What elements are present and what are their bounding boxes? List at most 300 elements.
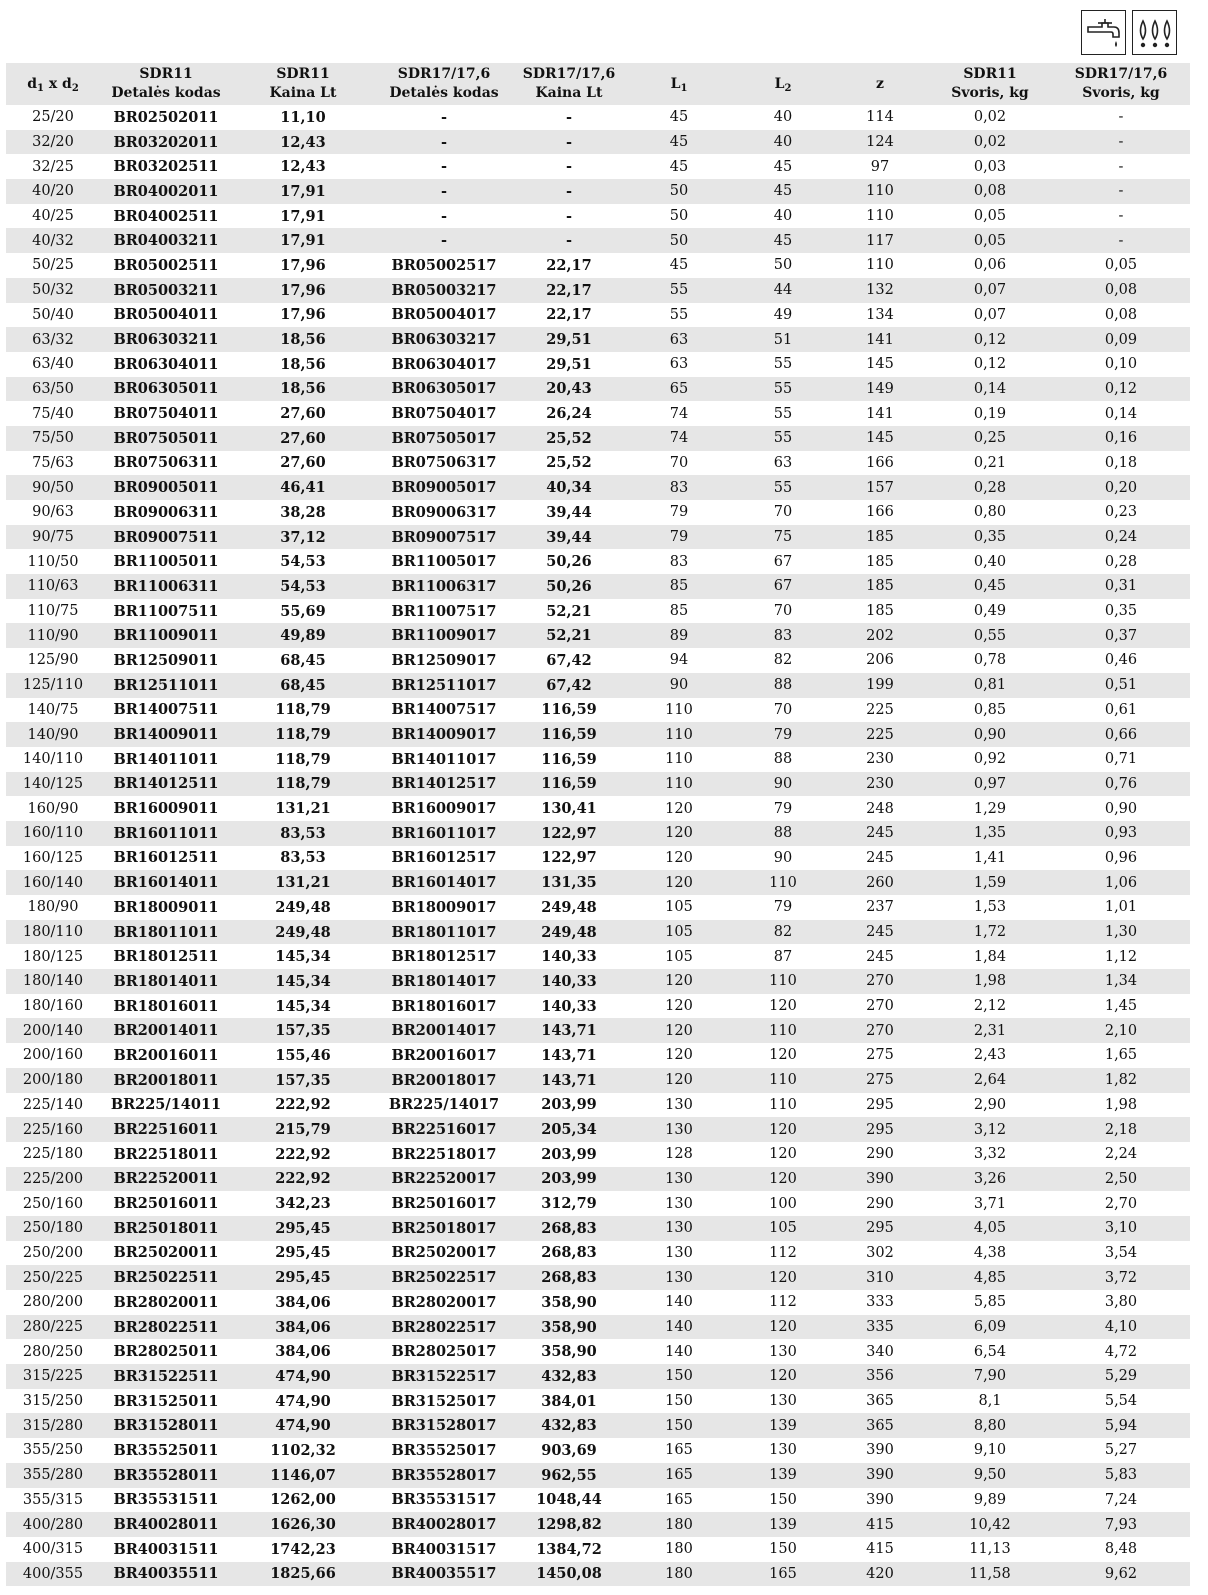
cell-sdr17-weight: 0,37 [1052, 623, 1190, 648]
cell-sdr17-code: BR09005017 [374, 475, 514, 500]
cell-sdr11-weight: 0,25 [928, 426, 1052, 451]
cell-l2: 49 [773, 306, 793, 323]
cell-sdr11-weight: 0,02 [928, 130, 1052, 155]
cell-sdr11-code: BR25018011 [100, 1216, 232, 1241]
cell-diameters: 355/315 [22, 1491, 84, 1508]
cell-sdr11-code: BR09006311 [113, 503, 219, 521]
cell-sdr17-code: BR05003217 [374, 278, 514, 303]
cell-sdr11-code: BR12511011 [100, 673, 232, 698]
cell-sdr17-price: 29,51 [514, 327, 624, 352]
cell-sdr11-price: 145,34 [275, 948, 331, 966]
cell-sdr11-price: 27,60 [280, 454, 326, 472]
cell-sdr17-code: BR18009017 [391, 898, 497, 916]
cell-sdr17-code: BR22518017 [391, 1145, 497, 1163]
cell-l2: 55 [734, 377, 832, 402]
cell-sdr17-price: - [514, 130, 624, 155]
cell-l2: 150 [769, 1541, 797, 1558]
cell-sdr17-weight: - [1118, 208, 1124, 225]
cell-z: 245 [832, 920, 928, 945]
cell-sdr11-weight: 0,45 [928, 574, 1052, 599]
cell-l1: 120 [665, 849, 693, 866]
header-diameters: $d_1$ x $d_2$ [6, 63, 100, 105]
cell-l2: 110 [769, 1096, 797, 1113]
cell-l1: 45 [669, 109, 689, 126]
cell-l1: 180 [624, 1562, 734, 1587]
cell-sdr17-code: BR07504017 [391, 405, 497, 423]
table-row [6, 1315, 1190, 1340]
cell-l1: 83 [624, 475, 734, 500]
cell-sdr11-price: 145,34 [232, 969, 374, 994]
cell-l2: 120 [734, 1364, 832, 1389]
cell-sdr17-code: - [440, 108, 448, 126]
cell-sdr11-code: BR18009011 [113, 898, 219, 916]
cell-l2: 87 [773, 948, 793, 965]
cell-l2: 120 [734, 1117, 832, 1142]
cell-l1: 105 [665, 948, 693, 965]
cell-sdr17-weight: 3,10 [1052, 1216, 1190, 1241]
cell-sdr17-price: 22,17 [546, 256, 592, 274]
cell-sdr11-price: 37,12 [232, 525, 374, 550]
cell-sdr11-price: 46,41 [232, 475, 374, 500]
cell-sdr17-weight: 0,66 [1052, 722, 1190, 747]
cell-l1: 110 [665, 701, 693, 718]
cell-sdr17-code: BR12509017 [391, 651, 497, 669]
cell-sdr17-code: BR16014017 [374, 870, 514, 895]
cell-z: 237 [866, 899, 894, 916]
cell-l2: 79 [773, 899, 793, 916]
cell-sdr17-weight: 0,08 [1104, 306, 1138, 323]
cell-sdr11-code: BR05002511 [113, 256, 219, 274]
cell-sdr17-weight: 7,24 [1104, 1491, 1138, 1508]
table-row [6, 599, 1190, 624]
cell-z: 295 [866, 1096, 894, 1113]
cell-z: 141 [866, 405, 894, 422]
cell-sdr11-weight: 11,13 [969, 1541, 1011, 1558]
table-row [6, 1389, 1190, 1414]
cell-l2: 139 [734, 1512, 832, 1537]
cell-l1: 45 [669, 257, 689, 274]
cell-diameters: 110/50 [27, 553, 79, 570]
cell-sdr11-weight: 0,90 [928, 722, 1052, 747]
cell-diameters: 125/110 [6, 673, 100, 698]
cell-z: 333 [866, 1294, 894, 1311]
cell-z: 230 [866, 751, 894, 768]
table-row [6, 1562, 1190, 1587]
cell-l2: 83 [734, 623, 832, 648]
cell-sdr17-price: - [565, 207, 573, 225]
cell-z: 202 [832, 623, 928, 648]
cell-l2: 100 [769, 1195, 797, 1212]
cell-l1: 63 [669, 356, 689, 373]
cell-sdr17-weight: 0,90 [1104, 800, 1138, 817]
cell-sdr17-code: BR16011017 [374, 821, 514, 846]
cell-l2: 130 [769, 1393, 797, 1410]
cell-sdr17-price: 962,55 [514, 1463, 624, 1488]
cell-sdr17-code: BR22516017 [374, 1117, 514, 1142]
cell-sdr11-price: 474,90 [232, 1364, 374, 1389]
cell-sdr17-weight: 0,71 [1104, 751, 1138, 768]
cell-l1: 74 [624, 426, 734, 451]
cell-diameters: 32/25 [32, 158, 74, 175]
cell-l1: 180 [624, 1512, 734, 1537]
cell-sdr11-code: BR28025011 [113, 1343, 219, 1361]
cell-sdr11-price: 68,45 [280, 651, 326, 669]
table-row [6, 1117, 1190, 1142]
cell-sdr17-code: - [440, 207, 448, 225]
cell-z: 290 [866, 1146, 894, 1163]
cell-sdr17-code: BR35531517 [391, 1491, 497, 1509]
cell-z: 225 [832, 722, 928, 747]
cell-sdr17-weight: 5,54 [1104, 1393, 1138, 1410]
cell-l1: 79 [669, 504, 689, 521]
cell-diameters: 180/110 [6, 920, 100, 945]
cell-sdr11-weight: 6,09 [928, 1315, 1052, 1340]
cell-sdr11-code: BR03202511 [113, 158, 219, 176]
cell-l2: 55 [773, 405, 793, 422]
cell-l2: 88 [734, 821, 832, 846]
table-row [6, 623, 1190, 648]
cell-z: 356 [832, 1364, 928, 1389]
header-sdr17-weight: SDR17/17,6 Svoris, kg [1052, 63, 1190, 105]
cell-sdr11-weight: 4,38 [973, 1244, 1007, 1261]
cell-sdr17-weight: 5,83 [1052, 1463, 1190, 1488]
cell-l2: 165 [734, 1562, 832, 1587]
cell-sdr11-price: 215,79 [232, 1117, 374, 1142]
cell-sdr17-price: 22,17 [546, 306, 592, 324]
cell-sdr11-price: 55,69 [280, 602, 326, 620]
cell-sdr17-weight: 0,12 [1052, 377, 1190, 402]
cell-l1: 140 [665, 1294, 693, 1311]
cell-sdr17-weight: - [1052, 228, 1190, 253]
cell-sdr11-weight: 9,50 [928, 1463, 1052, 1488]
cell-diameters: 50/25 [32, 257, 74, 274]
cell-sdr11-code: BR18014011 [100, 969, 232, 994]
cell-diameters: 250/160 [22, 1195, 84, 1212]
cell-sdr11-code: BR16014011 [100, 870, 232, 895]
cell-sdr11-weight: 1,72 [928, 920, 1052, 945]
cell-z: 415 [866, 1541, 894, 1558]
cell-sdr11-code: BR225/14011 [110, 1096, 222, 1114]
cell-l1: 55 [669, 306, 689, 323]
cell-l1: 130 [624, 1265, 734, 1290]
cell-z: 245 [866, 948, 894, 965]
cell-sdr11-weight: 2,12 [973, 998, 1007, 1015]
cell-sdr11-weight: 5,85 [973, 1294, 1007, 1311]
cell-sdr17-price: 131,35 [514, 870, 624, 895]
cell-l2: 45 [773, 158, 793, 175]
cell-sdr17-code: BR25020017 [391, 1244, 497, 1262]
cell-l1: 90 [624, 673, 734, 698]
cell-sdr11-price: 131,21 [232, 870, 374, 895]
cell-sdr11-code: BR11005011 [113, 553, 219, 571]
cell-sdr11-code: BR12509011 [113, 651, 219, 669]
header-l1: $L_1$ [624, 63, 734, 105]
cell-diameters: 50/40 [32, 306, 74, 323]
cell-sdr17-code: BR12511017 [374, 673, 514, 698]
cell-l2: 40 [773, 208, 793, 225]
cell-sdr11-price: 118,79 [275, 750, 331, 768]
header-l2: $L_2$ [734, 63, 832, 105]
cell-sdr17-code: BR05002517 [391, 256, 497, 274]
cell-sdr17-price: 249,48 [541, 898, 597, 916]
cell-sdr17-price: 432,83 [514, 1413, 624, 1438]
cell-l1: 150 [624, 1413, 734, 1438]
cell-l1: 50 [624, 179, 734, 204]
cell-z: 145 [832, 426, 928, 451]
cell-l2: 90 [734, 772, 832, 797]
cell-sdr11-code: BR35525011 [113, 1441, 219, 1459]
cell-diameters: 280/250 [22, 1343, 84, 1360]
cell-z: 114 [866, 109, 894, 126]
cell-sdr11-price: 384,06 [232, 1315, 374, 1340]
cell-l1: 165 [665, 1442, 693, 1459]
cell-diameters: 40/32 [6, 228, 100, 253]
cell-sdr11-code: BR18011011 [100, 920, 232, 945]
cell-sdr11-code: BR06303211 [100, 327, 232, 352]
cell-z: 225 [866, 701, 894, 718]
cell-sdr11-code: BR14012511 [100, 772, 232, 797]
cell-sdr17-price: 140,33 [541, 997, 597, 1015]
cell-sdr17-weight: 2,50 [1052, 1167, 1190, 1192]
cell-l2: 112 [769, 1244, 797, 1261]
cell-sdr17-weight: 2,24 [1104, 1146, 1138, 1163]
cell-sdr17-price: 39,44 [546, 503, 592, 521]
cell-sdr17-code: BR31522517 [374, 1364, 514, 1389]
cell-sdr17-weight: 0,05 [1104, 257, 1138, 274]
cell-l1: 65 [624, 377, 734, 402]
cell-sdr17-weight: 1,30 [1052, 920, 1190, 945]
cell-sdr17-code: BR09007517 [374, 525, 514, 550]
cell-sdr11-price: 17,96 [280, 306, 326, 324]
cell-sdr11-weight: 8,80 [928, 1413, 1052, 1438]
table-row [6, 327, 1190, 352]
cell-sdr17-price: 203,99 [541, 1096, 597, 1114]
cell-sdr17-code: BR07506317 [391, 454, 497, 472]
cell-sdr11-code: BR25022511 [100, 1265, 232, 1290]
cell-sdr17-price: 116,59 [514, 722, 624, 747]
cell-z: 365 [832, 1413, 928, 1438]
table-row [6, 1512, 1190, 1537]
cell-sdr11-weight: 3,32 [973, 1146, 1007, 1163]
cell-sdr17-code: BR14012517 [374, 772, 514, 797]
cell-diameters: 32/20 [6, 130, 100, 155]
cell-diameters: 75/63 [32, 454, 74, 471]
cell-l1: 180 [665, 1541, 693, 1558]
table-row [6, 1339, 1190, 1364]
cell-sdr11-code: BR40028011 [100, 1512, 232, 1537]
table-row [6, 1463, 1190, 1488]
table-body [6, 105, 1190, 1586]
table-row [6, 944, 1190, 969]
table-row [6, 1093, 1190, 1118]
cell-l2: 55 [773, 356, 793, 373]
cell-sdr11-weight: 1,84 [973, 948, 1007, 965]
cell-z: 145 [866, 356, 894, 373]
cell-sdr11-price: 295,45 [275, 1244, 331, 1262]
table-row [6, 426, 1190, 451]
cell-sdr11-weight: 3,71 [973, 1195, 1007, 1212]
table-row [6, 747, 1190, 772]
cell-sdr11-weight: 0,02 [973, 109, 1007, 126]
cell-l2: 51 [734, 327, 832, 352]
cell-sdr17-weight: 0,28 [1104, 553, 1138, 570]
cell-l2: 45 [734, 228, 832, 253]
cell-l1: 110 [665, 751, 693, 768]
cell-diameters: 180/140 [6, 969, 100, 994]
cell-l2: 88 [734, 673, 832, 698]
cell-sdr11-code: BR02502011 [113, 108, 219, 126]
cell-z: 110 [866, 257, 894, 274]
cell-sdr11-price: 38,28 [280, 503, 326, 521]
cell-sdr11-weight: 1,41 [973, 849, 1007, 866]
cell-sdr17-price: 67,42 [514, 673, 624, 698]
cell-diameters: 180/125 [22, 948, 84, 965]
cell-sdr11-price: 157,35 [232, 1068, 374, 1093]
cell-sdr17-weight: 0,18 [1104, 454, 1138, 471]
cell-diameters: 200/160 [22, 1047, 84, 1064]
cell-sdr17-price: - [514, 228, 624, 253]
cell-l2: 110 [734, 1018, 832, 1043]
table-row [6, 895, 1190, 920]
cell-sdr11-weight: 0,97 [928, 772, 1052, 797]
table-row [6, 1068, 1190, 1093]
cell-sdr11-code: BR25020011 [113, 1244, 219, 1262]
cell-sdr17-price: 1048,44 [536, 1491, 602, 1509]
cell-sdr17-weight: 0,35 [1104, 603, 1138, 620]
cell-z: 245 [832, 821, 928, 846]
cell-sdr17-code: BR28020017 [391, 1293, 497, 1311]
cell-sdr17-code: BR35525017 [391, 1441, 497, 1459]
cell-sdr11-price: 222,92 [232, 1167, 374, 1192]
cell-sdr11-weight: 0,81 [928, 673, 1052, 698]
table-row [6, 105, 1190, 130]
cell-sdr17-price: 40,34 [514, 475, 624, 500]
table-row [6, 1167, 1190, 1192]
cell-sdr11-code: BR22518011 [113, 1145, 219, 1163]
cell-sdr11-price: 222,92 [275, 1096, 331, 1114]
cell-sdr17-weight: - [1052, 130, 1190, 155]
cell-l1: 89 [624, 623, 734, 648]
cell-diameters: 40/25 [32, 208, 74, 225]
cell-z: 302 [866, 1244, 894, 1261]
cell-z: 295 [832, 1117, 928, 1142]
cell-sdr17-code: BR25022517 [374, 1265, 514, 1290]
cell-sdr17-price: 140,33 [514, 969, 624, 994]
cell-diameters: 25/20 [32, 109, 74, 126]
cell-l1: 120 [665, 800, 693, 817]
cell-l2: 40 [773, 109, 793, 126]
table-row [6, 525, 1190, 550]
cell-sdr17-code: BR20018017 [374, 1068, 514, 1093]
cell-l1: 74 [669, 405, 689, 422]
cell-sdr11-price: 145,34 [275, 997, 331, 1015]
cell-sdr11-code: BR22516011 [100, 1117, 232, 1142]
cell-l2: 90 [773, 849, 793, 866]
cell-l2: 70 [773, 504, 793, 521]
cell-z: 132 [832, 278, 928, 303]
cell-z: 275 [866, 1047, 894, 1064]
cell-l1: 165 [624, 1463, 734, 1488]
cell-sdr17-weight: 3,80 [1104, 1294, 1138, 1311]
cell-l1: 140 [624, 1315, 734, 1340]
cell-z: 206 [866, 652, 894, 669]
cell-diameters: 160/90 [27, 800, 79, 817]
cell-l1: 120 [624, 969, 734, 994]
cell-sdr11-code: BR31522511 [100, 1364, 232, 1389]
cell-l2: 88 [773, 751, 793, 768]
cell-diameters: 160/140 [6, 870, 100, 895]
cell-l1: 140 [665, 1343, 693, 1360]
cell-sdr17-price: 29,51 [546, 355, 592, 373]
cell-diameters: 200/180 [6, 1068, 100, 1093]
cell-l2: 82 [773, 652, 793, 669]
cell-diameters: 250/200 [22, 1244, 84, 1261]
table-row [6, 401, 1190, 426]
cell-sdr11-weight: 6,54 [973, 1343, 1007, 1360]
cell-sdr17-price: 249,48 [514, 920, 624, 945]
cell-sdr17-weight: 0,24 [1052, 525, 1190, 550]
table-row [6, 1290, 1190, 1315]
table-row [6, 846, 1190, 871]
cell-sdr17-code: BR14011017 [391, 750, 497, 768]
cell-sdr11-price: 27,60 [232, 426, 374, 451]
cell-sdr17-price: 358,90 [541, 1343, 597, 1361]
cell-sdr11-weight: 0,05 [973, 208, 1007, 225]
cell-sdr11-weight: 4,85 [928, 1265, 1052, 1290]
cell-sdr11-price: 27,60 [280, 405, 326, 423]
cell-l2: 79 [734, 722, 832, 747]
cell-sdr17-price: 25,52 [546, 454, 592, 472]
cell-sdr17-code: BR06305017 [374, 377, 514, 402]
cell-sdr11-code: BR20016011 [113, 1046, 219, 1064]
cell-sdr17-price: 116,59 [514, 772, 624, 797]
cell-diameters: 180/160 [22, 998, 84, 1015]
cell-sdr17-weight: - [1052, 179, 1190, 204]
cell-sdr17-price: 268,83 [541, 1244, 597, 1262]
cell-z: 185 [832, 574, 928, 599]
cell-sdr11-weight: 0,14 [928, 377, 1052, 402]
cell-sdr17-code: BR05004017 [391, 306, 497, 324]
table-row [6, 1265, 1190, 1290]
cell-sdr17-price: 903,69 [541, 1441, 597, 1459]
cell-l2: 82 [734, 920, 832, 945]
cell-sdr17-code: BR11009017 [374, 623, 514, 648]
cell-sdr17-code: BR18014017 [374, 969, 514, 994]
cell-sdr11-price: 155,46 [275, 1046, 331, 1064]
table-row [6, 1142, 1190, 1167]
cell-sdr11-price: 49,89 [232, 623, 374, 648]
cell-sdr11-code: BR03202011 [100, 130, 232, 155]
cell-sdr11-code: BR04003211 [100, 228, 232, 253]
cell-l2: 70 [773, 701, 793, 718]
table-row [6, 698, 1190, 723]
cell-diameters: 355/250 [22, 1442, 84, 1459]
cell-l2: 55 [734, 475, 832, 500]
cell-sdr11-price: 249,48 [232, 920, 374, 945]
cell-z: 390 [832, 1167, 928, 1192]
cell-sdr11-code: BR06304011 [113, 355, 219, 373]
table-row [6, 204, 1190, 229]
cell-sdr17-price: 67,42 [546, 651, 592, 669]
cell-l2: 130 [769, 1442, 797, 1459]
cell-sdr11-weight: 1,59 [928, 870, 1052, 895]
cell-diameters: 110/90 [6, 623, 100, 648]
cell-l2: 79 [773, 800, 793, 817]
cell-sdr11-weight: 9,10 [973, 1442, 1007, 1459]
cell-sdr17-code: BR40031517 [391, 1540, 497, 1558]
cell-sdr11-code: BR16012511 [113, 849, 219, 867]
cell-sdr17-code: BR18016017 [391, 997, 497, 1015]
